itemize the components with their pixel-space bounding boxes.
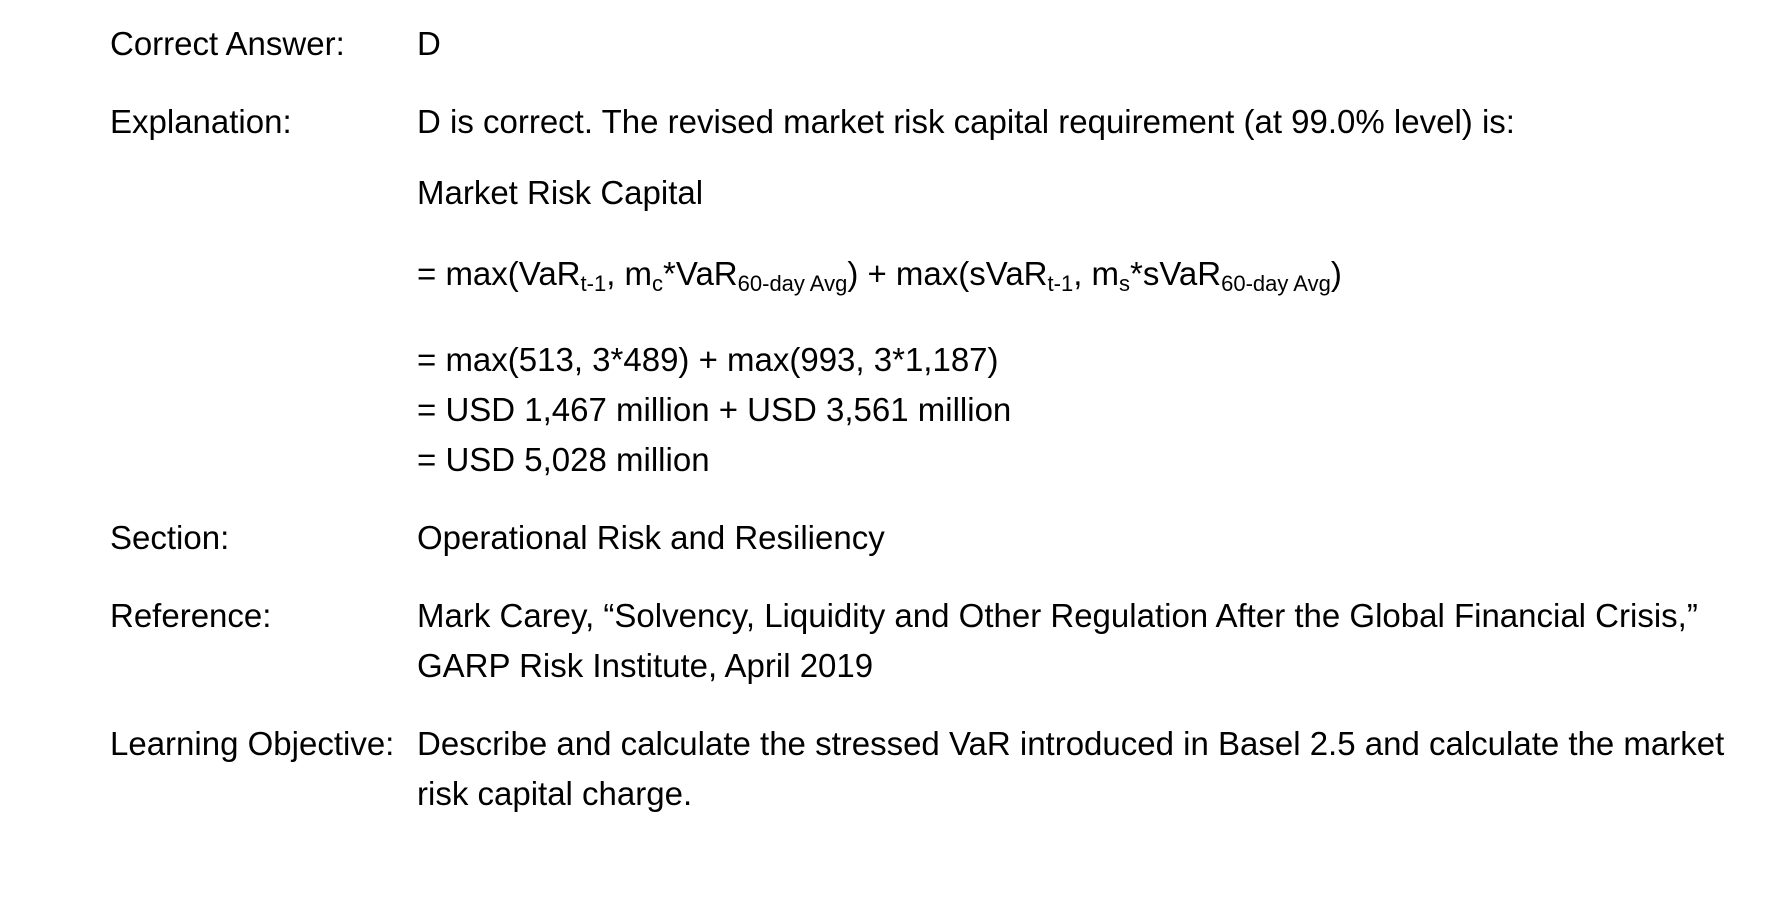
formula-part: = max(VaR bbox=[417, 255, 581, 292]
formula-subscript: 60-day Avg bbox=[1221, 271, 1331, 296]
formula-part: , m bbox=[606, 255, 653, 292]
learning-objective-line-2: risk capital charge. bbox=[417, 775, 693, 812]
formula-part: *sVaR bbox=[1130, 255, 1222, 292]
section-value: Operational Risk and Resiliency bbox=[417, 519, 885, 556]
formula-part: ) bbox=[1330, 255, 1342, 292]
calc-line-2: = USD 1,467 million + USD 3,561 million bbox=[417, 391, 1012, 428]
formula-subscript: 60-day Avg bbox=[737, 271, 848, 296]
reference-line-1: Mark Carey, “Solvency, Liquidity and Other Regulation After the Global Financial Crisis,” bbox=[417, 597, 1698, 634]
calc-line-3: = USD 5,028 million bbox=[417, 441, 710, 478]
reference-line-2: GARP Risk Institute, April 2019 bbox=[417, 647, 874, 684]
formula-subscript: s bbox=[1119, 271, 1131, 296]
section-label: Section: bbox=[110, 519, 230, 556]
reference-label: Reference: bbox=[110, 597, 272, 634]
correct-answer-value: D bbox=[417, 25, 441, 62]
formula-subscript: c bbox=[652, 271, 664, 296]
formula-part: *VaR bbox=[663, 255, 738, 292]
explanation-label: Explanation: bbox=[110, 103, 292, 140]
formula-part: , m bbox=[1073, 255, 1120, 292]
calc-line-1: = max(513, 3*489) + max(993, 3*1,187) bbox=[417, 341, 999, 378]
explanation-heading: Market Risk Capital bbox=[417, 174, 704, 211]
correct-answer-label: Correct Answer: bbox=[110, 25, 345, 62]
formula-subscript: t-1 bbox=[1047, 271, 1074, 296]
learning-objective-label: Learning Objective: bbox=[110, 725, 395, 762]
formula-subscript: t-1 bbox=[580, 271, 607, 296]
learning-objective-line-1: Describe and calculate the stressed VaR introduced in Basel 2.5 and calculate the market bbox=[417, 725, 1725, 762]
market-risk-formula bbox=[417, 254, 1342, 294]
formula-part: ) + max(sVaR bbox=[847, 255, 1048, 292]
explanation-intro: D is correct. The revised market risk capital requirement (at 99.0% level) is: bbox=[417, 103, 1515, 140]
